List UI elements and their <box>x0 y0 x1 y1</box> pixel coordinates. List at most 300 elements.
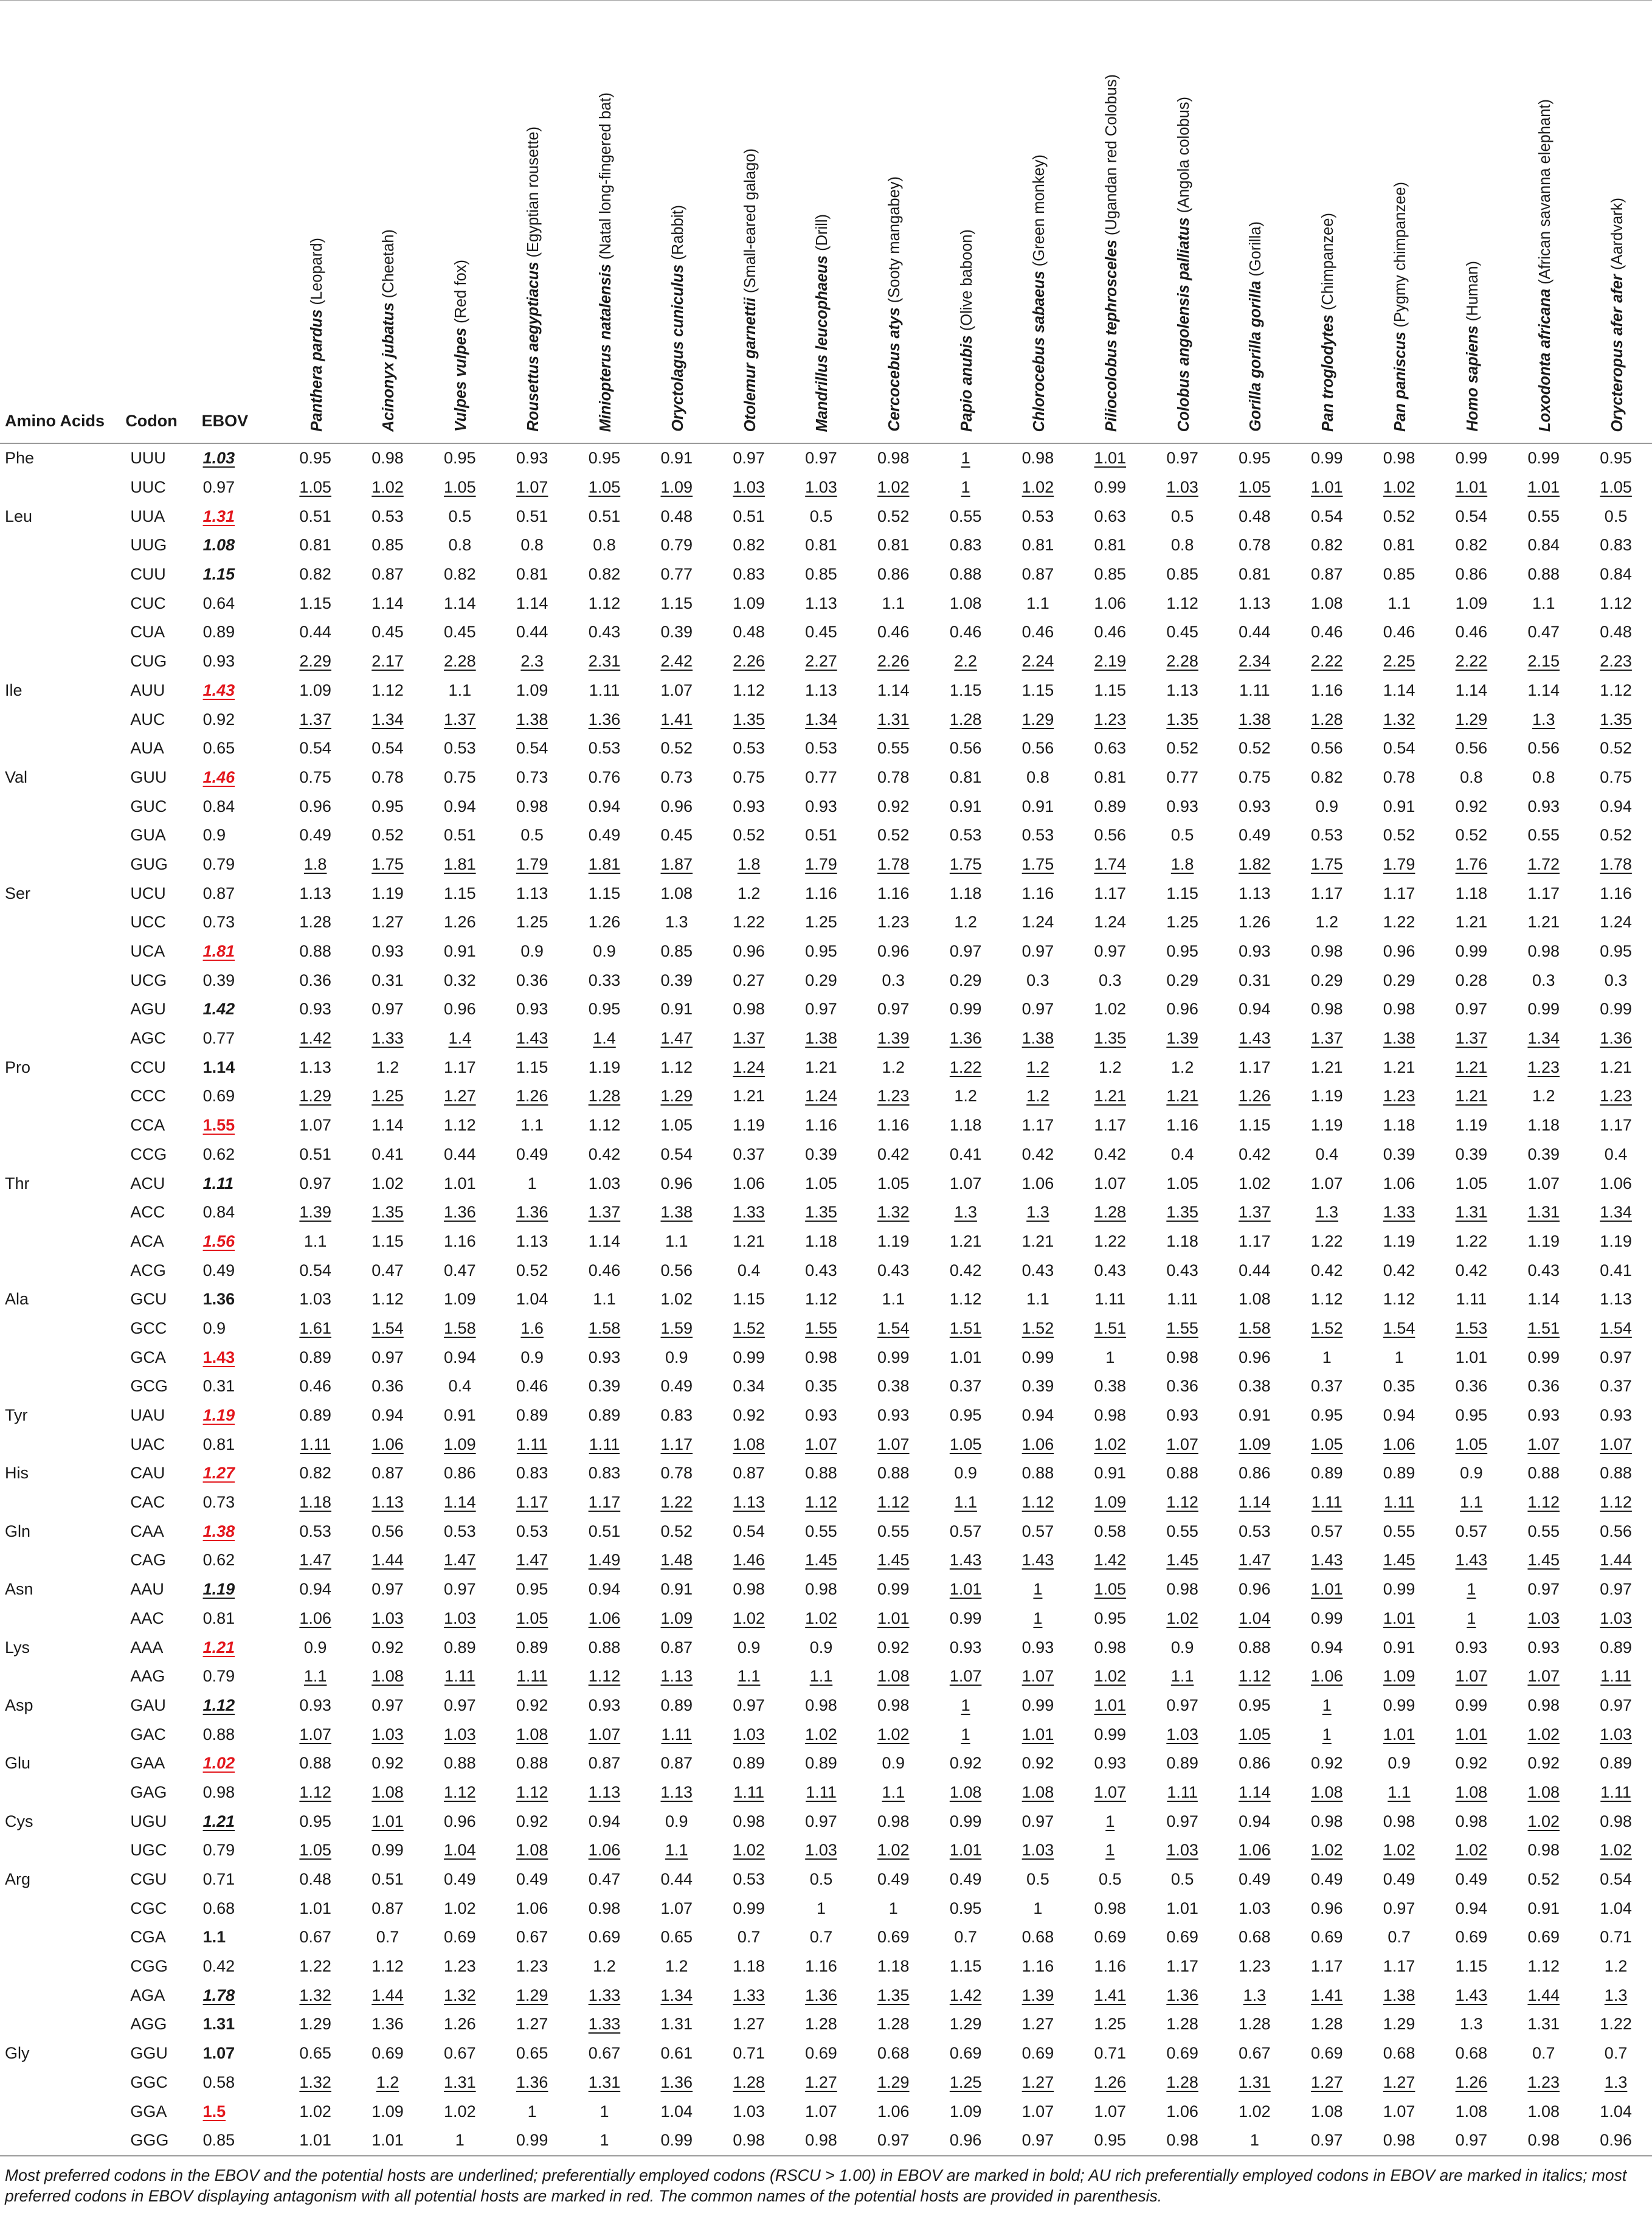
host-rscu-value: 0.5 <box>1170 1870 1194 1889</box>
ebov-rscu-cell <box>197 821 280 850</box>
host-rscu-cell <box>1580 1981 1652 2010</box>
ebov-rscu-cell <box>197 1256 280 1285</box>
host-common-name: (Natal long-fingered bat) <box>596 92 614 260</box>
host-rscu-value: 0.88 <box>949 565 982 584</box>
host-rscu-cell <box>496 531 569 560</box>
host-rscu-value: 0.43 <box>588 623 621 642</box>
host-rscu-value: 2.19 <box>1094 652 1127 671</box>
host-rscu-value: 1.06 <box>299 1609 331 1627</box>
host-rscu-cell <box>424 502 496 531</box>
host-rscu-cell <box>279 792 351 821</box>
host-rscu-cell <box>713 937 785 966</box>
ebov-rscu-value: 0.88 <box>202 1725 235 1744</box>
host-rscu-cell <box>640 1256 713 1285</box>
host-rscu-cell <box>1580 618 1652 647</box>
host-rscu-value: 1.22 <box>1094 1231 1127 1250</box>
host-rscu-value: 0.53 <box>733 1870 765 1889</box>
host-rscu-cell <box>569 995 641 1024</box>
host-rscu-cell <box>424 1285 496 1314</box>
host-rscu-value: 1.05 <box>1455 1435 1488 1453</box>
host-rscu-cell <box>785 1923 857 1952</box>
host-rscu-value: 1.33 <box>372 1029 404 1048</box>
host-rscu-cell <box>1218 966 1291 995</box>
host-rscu-value: 1.13 <box>299 884 331 902</box>
host-rscu-cell <box>857 879 930 908</box>
host-rscu-cell <box>1146 966 1218 995</box>
host-rscu-cell <box>1002 502 1074 531</box>
host-rscu-cell <box>713 1807 785 1836</box>
host-rscu-cell <box>496 1256 569 1285</box>
host-rscu-value: 1.13 <box>516 1231 548 1250</box>
host-rscu-value: 0.97 <box>877 1000 910 1019</box>
host-rscu-value: 1.01 <box>1455 1348 1488 1366</box>
host-rscu-cell <box>1363 531 1436 560</box>
host-rscu-cell <box>1436 792 1508 821</box>
host-rscu-value: 1.04 <box>1239 1609 1271 1627</box>
host-rscu-value: 1.09 <box>1455 594 1488 612</box>
host-rscu-cell <box>1291 1546 1363 1575</box>
host-rscu-cell <box>424 1865 496 1894</box>
host-rscu-value: 0.97 <box>805 1812 837 1830</box>
host-rscu-value: 1.44 <box>372 1551 404 1570</box>
host-rscu-cell <box>1580 1952 1652 1981</box>
host-rscu-cell <box>351 2068 424 2097</box>
host-rscu-value: 0.88 <box>588 1638 621 1657</box>
host-rscu-cell <box>930 1140 1002 1169</box>
host-rscu-cell <box>1363 1894 1436 1923</box>
host-rscu-cell <box>569 531 641 560</box>
host-rscu-cell <box>496 647 569 676</box>
host-rscu-cell <box>1507 1314 1580 1343</box>
ebov-rscu-cell <box>197 937 280 966</box>
host-rscu-value: 1.02 <box>1527 1725 1560 1744</box>
host-rscu-cell <box>1580 1923 1652 1952</box>
host-rscu-value: 0.46 <box>1021 623 1054 642</box>
host-rscu-cell <box>1291 937 1363 966</box>
host-rscu-value: 1.4 <box>448 1029 472 1048</box>
host-rscu-value: 0.48 <box>1239 507 1271 525</box>
host-rscu-cell <box>424 1198 496 1227</box>
codon-cell: CGG <box>130 1957 168 1976</box>
table-row <box>0 1836 1652 1865</box>
host-rscu-cell <box>1218 1894 1291 1923</box>
host-rscu-value: 1.14 <box>516 594 548 612</box>
host-rscu-cell <box>930 966 1002 995</box>
host-rscu-cell <box>1507 1807 1580 1836</box>
host-rscu-value: 1.45 <box>805 1551 837 1570</box>
host-rscu-value: 0.92 <box>516 1695 548 1714</box>
host-rscu-value: 1.37 <box>444 710 476 729</box>
ebov-rscu-cell <box>197 1923 280 1952</box>
table-row <box>0 1575 1652 1604</box>
table-row <box>0 2010 1652 2039</box>
host-rscu-value: 0.98 <box>516 797 548 816</box>
ebov-rscu-cell <box>197 1285 280 1314</box>
host-rscu-cell <box>424 1749 496 1778</box>
host-rscu-value: 0.5 <box>1026 1870 1049 1889</box>
host-rscu-cell <box>1580 1227 1652 1256</box>
host-rscu-cell <box>1002 1865 1074 1894</box>
host-rscu-cell <box>1002 1633 1074 1662</box>
host-rscu-cell <box>1218 1198 1291 1227</box>
host-rscu-cell <box>1580 2039 1652 2068</box>
host-rscu-value: 1.42 <box>949 1986 982 2004</box>
host-rscu-value: 1.01 <box>1310 1580 1343 1599</box>
host-rscu-cell <box>1580 531 1652 560</box>
host-rscu-value: 1.51 <box>1527 1318 1560 1337</box>
host-rscu-cell <box>1363 1285 1436 1314</box>
host-rscu-cell <box>569 763 641 792</box>
host-rscu-value: 0.67 <box>1239 2044 1271 2063</box>
host-rscu-value: 1.35 <box>1094 1029 1127 1048</box>
codon-cell: AGC <box>130 1029 166 1048</box>
host-rscu-value: 0.42 <box>1094 1145 1127 1163</box>
host-rscu-cell <box>1436 1256 1508 1285</box>
host-rscu-cell <box>1291 705 1363 734</box>
host-rscu-cell <box>1507 1111 1580 1140</box>
host-rscu-value: 0.46 <box>1383 623 1415 642</box>
host-rscu-cell <box>496 1865 569 1894</box>
host-rscu-cell <box>1507 589 1580 618</box>
host-rscu-cell <box>1002 1604 1074 1633</box>
host-rscu-value: 0.94 <box>1239 1812 1271 1830</box>
host-rscu-cell <box>1074 2126 1146 2156</box>
table-row <box>0 1169 1652 1198</box>
host-rscu-value: 0.86 <box>1455 565 1488 584</box>
host-rscu-cell <box>279 531 351 560</box>
host-rscu-cell <box>1291 473 1363 502</box>
host-rscu-value: 0.9 <box>593 942 616 961</box>
host-rscu-cell <box>640 1894 713 1923</box>
host-rscu-value: 1.02 <box>1239 1174 1271 1193</box>
host-rscu-value: 0.55 <box>877 1522 910 1540</box>
host-rscu-cell <box>1507 1894 1580 1923</box>
host-rscu-cell <box>1363 1546 1436 1575</box>
host-rscu-value: 1.15 <box>733 1290 765 1309</box>
host-rscu-value: 1.12 <box>372 681 404 699</box>
codon-cell: AUC <box>130 710 165 729</box>
host-rscu-cell <box>569 1604 641 1633</box>
host-rscu-cell <box>1580 2010 1652 2039</box>
host-rscu-value: 1.12 <box>444 1782 476 1801</box>
host-rscu-value: 0.4 <box>1170 1145 1194 1163</box>
host-rscu-cell <box>785 2068 857 2097</box>
host-rscu-cell <box>279 1836 351 1865</box>
host-rscu-value: 0.99 <box>949 1000 982 1019</box>
host-rscu-cell <box>1291 763 1363 792</box>
table-row <box>0 966 1652 995</box>
host-rscu-value: 0.63 <box>1094 739 1127 758</box>
host-rscu-value: 0.52 <box>1383 826 1415 845</box>
host-rscu-value: 1.58 <box>588 1318 621 1337</box>
host-rscu-cell <box>1363 1691 1436 1720</box>
host-rscu-cell <box>1507 2010 1580 2039</box>
host-rscu-value: 1.11 <box>1094 1290 1126 1309</box>
host-rscu-cell <box>496 1140 569 1169</box>
host-rscu-cell <box>569 1865 641 1894</box>
host-rscu-cell <box>1363 1372 1436 1401</box>
host-rscu-value: 1.23 <box>1239 1957 1271 1976</box>
host-rscu-cell <box>1580 1372 1652 1401</box>
host-rscu-value: 1.38 <box>516 710 548 729</box>
host-rscu-cell <box>785 705 857 734</box>
host-rscu-cell <box>1363 1778 1436 1807</box>
host-rscu-cell <box>857 1517 930 1546</box>
host-rscu-cell <box>496 995 569 1024</box>
host-rscu-cell <box>1146 1140 1218 1169</box>
host-rscu-value: 0.35 <box>1383 1377 1415 1396</box>
host-common-name: (African savanna elephant) <box>1536 99 1554 285</box>
host-rscu-value: 1.76 <box>1455 854 1488 873</box>
host-rscu-cell <box>640 1807 713 1836</box>
host-rscu-cell <box>424 1169 496 1198</box>
host-rscu-cell <box>785 1778 857 1807</box>
host-rscu-cell <box>1002 1111 1074 1140</box>
host-rscu-cell <box>1146 1111 1218 1140</box>
host-scientific-name: Piliocolobus tephrosceles <box>1102 240 1120 432</box>
host-rscu-value: 0.7 <box>954 1928 977 1947</box>
host-rscu-cell <box>930 1952 1002 1981</box>
host-rscu-value: 1.07 <box>805 2102 837 2121</box>
host-rscu-cell <box>424 1836 496 1865</box>
host-rscu-value: 0.92 <box>372 1754 404 1773</box>
host-rscu-value: 1.33 <box>1383 1203 1415 1222</box>
host-rscu-cell <box>351 560 424 589</box>
host-rscu-value: 1.23 <box>1383 1087 1415 1106</box>
host-rscu-value: 1.37 <box>588 1203 621 1222</box>
host-rscu-value: 1.19 <box>1383 1231 1415 1250</box>
host-rscu-value: 0.36 <box>1166 1377 1198 1396</box>
host-label <box>525 126 542 432</box>
host-rscu-cell <box>351 1488 424 1517</box>
host-rscu-cell <box>1436 1459 1508 1488</box>
host-rscu-cell <box>1074 1865 1146 1894</box>
host-rscu-value: 1.11 <box>1239 681 1270 699</box>
host-rscu-cell <box>930 676 1002 705</box>
host-rscu-cell <box>1291 995 1363 1024</box>
ebov-rscu-value: 1.55 <box>202 1116 235 1135</box>
header-host <box>1580 1 1652 443</box>
host-rscu-value: 1.2 <box>737 884 761 902</box>
host-rscu-value: 0.7 <box>809 1928 833 1947</box>
host-rscu-value: 1.3 <box>665 913 688 932</box>
host-rscu-value: 1 <box>1033 1580 1043 1599</box>
host-rscu-cell <box>1074 1256 1146 1285</box>
host-rscu-value: 0.54 <box>516 739 548 758</box>
host-rscu-cell <box>1436 1082 1508 1111</box>
codon-cell: CCG <box>130 1145 167 1163</box>
host-rscu-cell <box>1002 2039 1074 2068</box>
host-rscu-cell <box>1074 589 1146 618</box>
host-rscu-value: 0.42 <box>1455 1261 1488 1280</box>
host-rscu-value: 0.97 <box>805 1000 837 1019</box>
host-rscu-cell <box>713 1459 785 1488</box>
codon-cell: GGG <box>120 2126 196 2156</box>
host-rscu-value: 1.13 <box>516 884 548 902</box>
host-rscu-cell <box>351 1981 424 2010</box>
host-common-name: (Gorilla) <box>1247 221 1265 277</box>
host-rscu-value: 0.81 <box>1094 767 1127 786</box>
host-rscu-cell <box>1363 1227 1436 1256</box>
host-rscu-cell <box>1291 1459 1363 1488</box>
table-row <box>0 1256 1652 1285</box>
host-rscu-cell <box>1146 1488 1218 1517</box>
ebov-rscu-cell <box>197 1111 280 1140</box>
host-rscu-value: 1.35 <box>1600 710 1632 729</box>
table-row <box>0 1952 1652 1981</box>
host-rscu-cell <box>640 1198 713 1227</box>
host-rscu-cell <box>1074 1082 1146 1111</box>
host-rscu-cell <box>1507 1575 1580 1604</box>
host-rscu-value: 1.16 <box>805 1116 837 1135</box>
host-rscu-value: 0.95 <box>1239 1695 1271 1714</box>
host-rscu-value: 0.49 <box>516 1145 548 1163</box>
host-label <box>886 176 903 432</box>
host-rscu-value: 0.84 <box>1527 536 1560 555</box>
host-rscu-value: 1.01 <box>949 1580 982 1599</box>
host-rscu-value: 1.06 <box>372 1435 404 1453</box>
host-rscu-value: 0.36 <box>1455 1377 1488 1396</box>
codon-cell: GCU <box>130 1290 167 1309</box>
host-rscu-value: 0.69 <box>1094 1928 1127 1947</box>
host-rscu-cell <box>857 1343 930 1372</box>
host-rscu-cell <box>930 1865 1002 1894</box>
host-rscu-value: 0.93 <box>299 1695 331 1714</box>
host-rscu-cell <box>640 1285 713 1314</box>
host-rscu-value: 0.7 <box>1532 2044 1555 2063</box>
host-rscu-value: 0.52 <box>1166 739 1198 758</box>
host-rscu-value: 0.98 <box>1094 1638 1127 1657</box>
host-rscu-cell <box>785 1082 857 1111</box>
host-rscu-cell <box>1363 1343 1436 1372</box>
host-rscu-cell <box>351 1024 424 1053</box>
host-rscu-value: 0.35 <box>805 1377 837 1396</box>
host-rscu-value: 1.07 <box>660 681 693 699</box>
host-rscu-cell <box>1436 1778 1508 1807</box>
host-rscu-cell <box>351 647 424 676</box>
host-rscu-cell <box>351 1691 424 1720</box>
host-rscu-cell <box>640 560 713 589</box>
host-rscu-value: 2.24 <box>1021 652 1054 671</box>
host-rscu-cell <box>1074 473 1146 502</box>
host-rscu-value: 0.51 <box>444 826 476 845</box>
host-rscu-value: 0.69 <box>1310 1928 1343 1947</box>
codon-cell: AAG <box>130 1667 165 1686</box>
host-rscu-cell <box>1074 1517 1146 1546</box>
host-rscu-cell <box>279 1720 351 1749</box>
host-rscu-cell <box>279 2010 351 2039</box>
host-rscu-value: 0.65 <box>516 2044 548 2063</box>
host-rscu-cell <box>1436 1981 1508 2010</box>
header-host <box>930 1 1002 443</box>
host-rscu-value: 0.83 <box>660 1406 693 1425</box>
host-rscu-cell <box>1218 1836 1291 1865</box>
host-rscu-cell <box>1074 995 1146 1024</box>
host-rscu-cell <box>1507 1169 1580 1198</box>
host-rscu-value: 1.06 <box>1021 1435 1054 1453</box>
host-rscu-value: 0.98 <box>1383 449 1415 468</box>
host-rscu-cell <box>1218 1024 1291 1053</box>
amino-acid-cell <box>0 1923 120 1952</box>
host-rscu-value: 0.54 <box>299 739 331 758</box>
host-rscu-value: 1.09 <box>444 1435 476 1453</box>
host-rscu-cell <box>1146 821 1218 850</box>
host-rscu-value: 0.56 <box>1310 739 1343 758</box>
host-rscu-cell <box>1436 1633 1508 1662</box>
codon-cell: ACA <box>130 1231 164 1250</box>
host-rscu-cell <box>1507 531 1580 560</box>
host-rscu-cell <box>279 1981 351 2010</box>
host-rscu-value: 0.54 <box>299 1261 331 1280</box>
host-rscu-value: 1.37 <box>299 710 331 729</box>
host-rscu-value: 0.93 <box>1455 1638 1488 1657</box>
table-header-row <box>0 1 1652 443</box>
host-rscu-cell <box>279 2068 351 2097</box>
host-rscu-value: 1.13 <box>372 1493 404 1512</box>
ebov-rscu-value: 0.71 <box>202 1870 235 1889</box>
ebov-rscu-value: 1.1 <box>202 1928 226 1947</box>
host-rscu-cell <box>1436 1749 1508 1778</box>
host-rscu-cell <box>424 1517 496 1546</box>
host-rscu-cell <box>713 1778 785 1807</box>
host-rscu-cell <box>1218 676 1291 705</box>
host-rscu-cell <box>569 937 641 966</box>
host-rscu-cell <box>857 966 930 995</box>
table-row <box>0 502 1652 531</box>
host-rscu-cell <box>1363 995 1436 1024</box>
host-rscu-value: 0.78 <box>1239 536 1271 555</box>
host-rscu-value: 1.07 <box>588 1725 621 1744</box>
host-rscu-cell <box>785 2126 857 2156</box>
host-rscu-cell <box>496 1749 569 1778</box>
host-rscu-value: 1.13 <box>660 1667 693 1686</box>
host-rscu-cell <box>1002 2097 1074 2126</box>
host-rscu-cell <box>424 734 496 763</box>
host-rscu-value: 0.98 <box>1310 1000 1343 1019</box>
host-rscu-cell <box>1436 1546 1508 1575</box>
host-rscu-value: 0.69 <box>1455 1928 1488 1947</box>
host-rscu-value: 1.35 <box>1166 1203 1198 1222</box>
host-rscu-cell <box>1436 1952 1508 1981</box>
codon-cell: GGC <box>130 2073 168 2091</box>
host-rscu-value: 1 <box>816 1899 826 1917</box>
host-rscu-value: 0.99 <box>949 1609 982 1627</box>
host-rscu-cell <box>1291 1923 1363 1952</box>
host-rscu-cell <box>1146 1604 1218 1633</box>
host-rscu-value: 0.73 <box>516 767 548 786</box>
host-rscu-cell <box>1002 560 1074 589</box>
host-rscu-cell <box>1218 1517 1291 1546</box>
amino-acid-cell <box>0 1372 120 1401</box>
host-rscu-cell <box>785 443 857 473</box>
host-rscu-value: 0.97 <box>1166 1812 1198 1830</box>
host-rscu-value: 0.89 <box>1166 1754 1198 1773</box>
ebov-rscu-value: 0.93 <box>202 652 235 671</box>
host-rscu-cell <box>1074 1894 1146 1923</box>
host-rscu-value: 0.58 <box>1094 1522 1127 1540</box>
host-rscu-value: 1 <box>1105 1841 1115 1860</box>
host-rscu-cell <box>496 1633 569 1662</box>
host-rscu-cell <box>1580 1894 1652 1923</box>
host-rscu-value: 1.02 <box>1166 1609 1198 1627</box>
host-rscu-cell <box>351 618 424 647</box>
host-common-name: (Ugandan red Colobus) <box>1102 74 1120 235</box>
ebov-rscu-value: 0.65 <box>202 739 235 758</box>
host-rscu-cell <box>1146 647 1218 676</box>
host-rscu-cell <box>713 1517 785 1546</box>
ebov-rscu-cell <box>197 647 280 676</box>
host-rscu-cell <box>1218 1865 1291 1894</box>
